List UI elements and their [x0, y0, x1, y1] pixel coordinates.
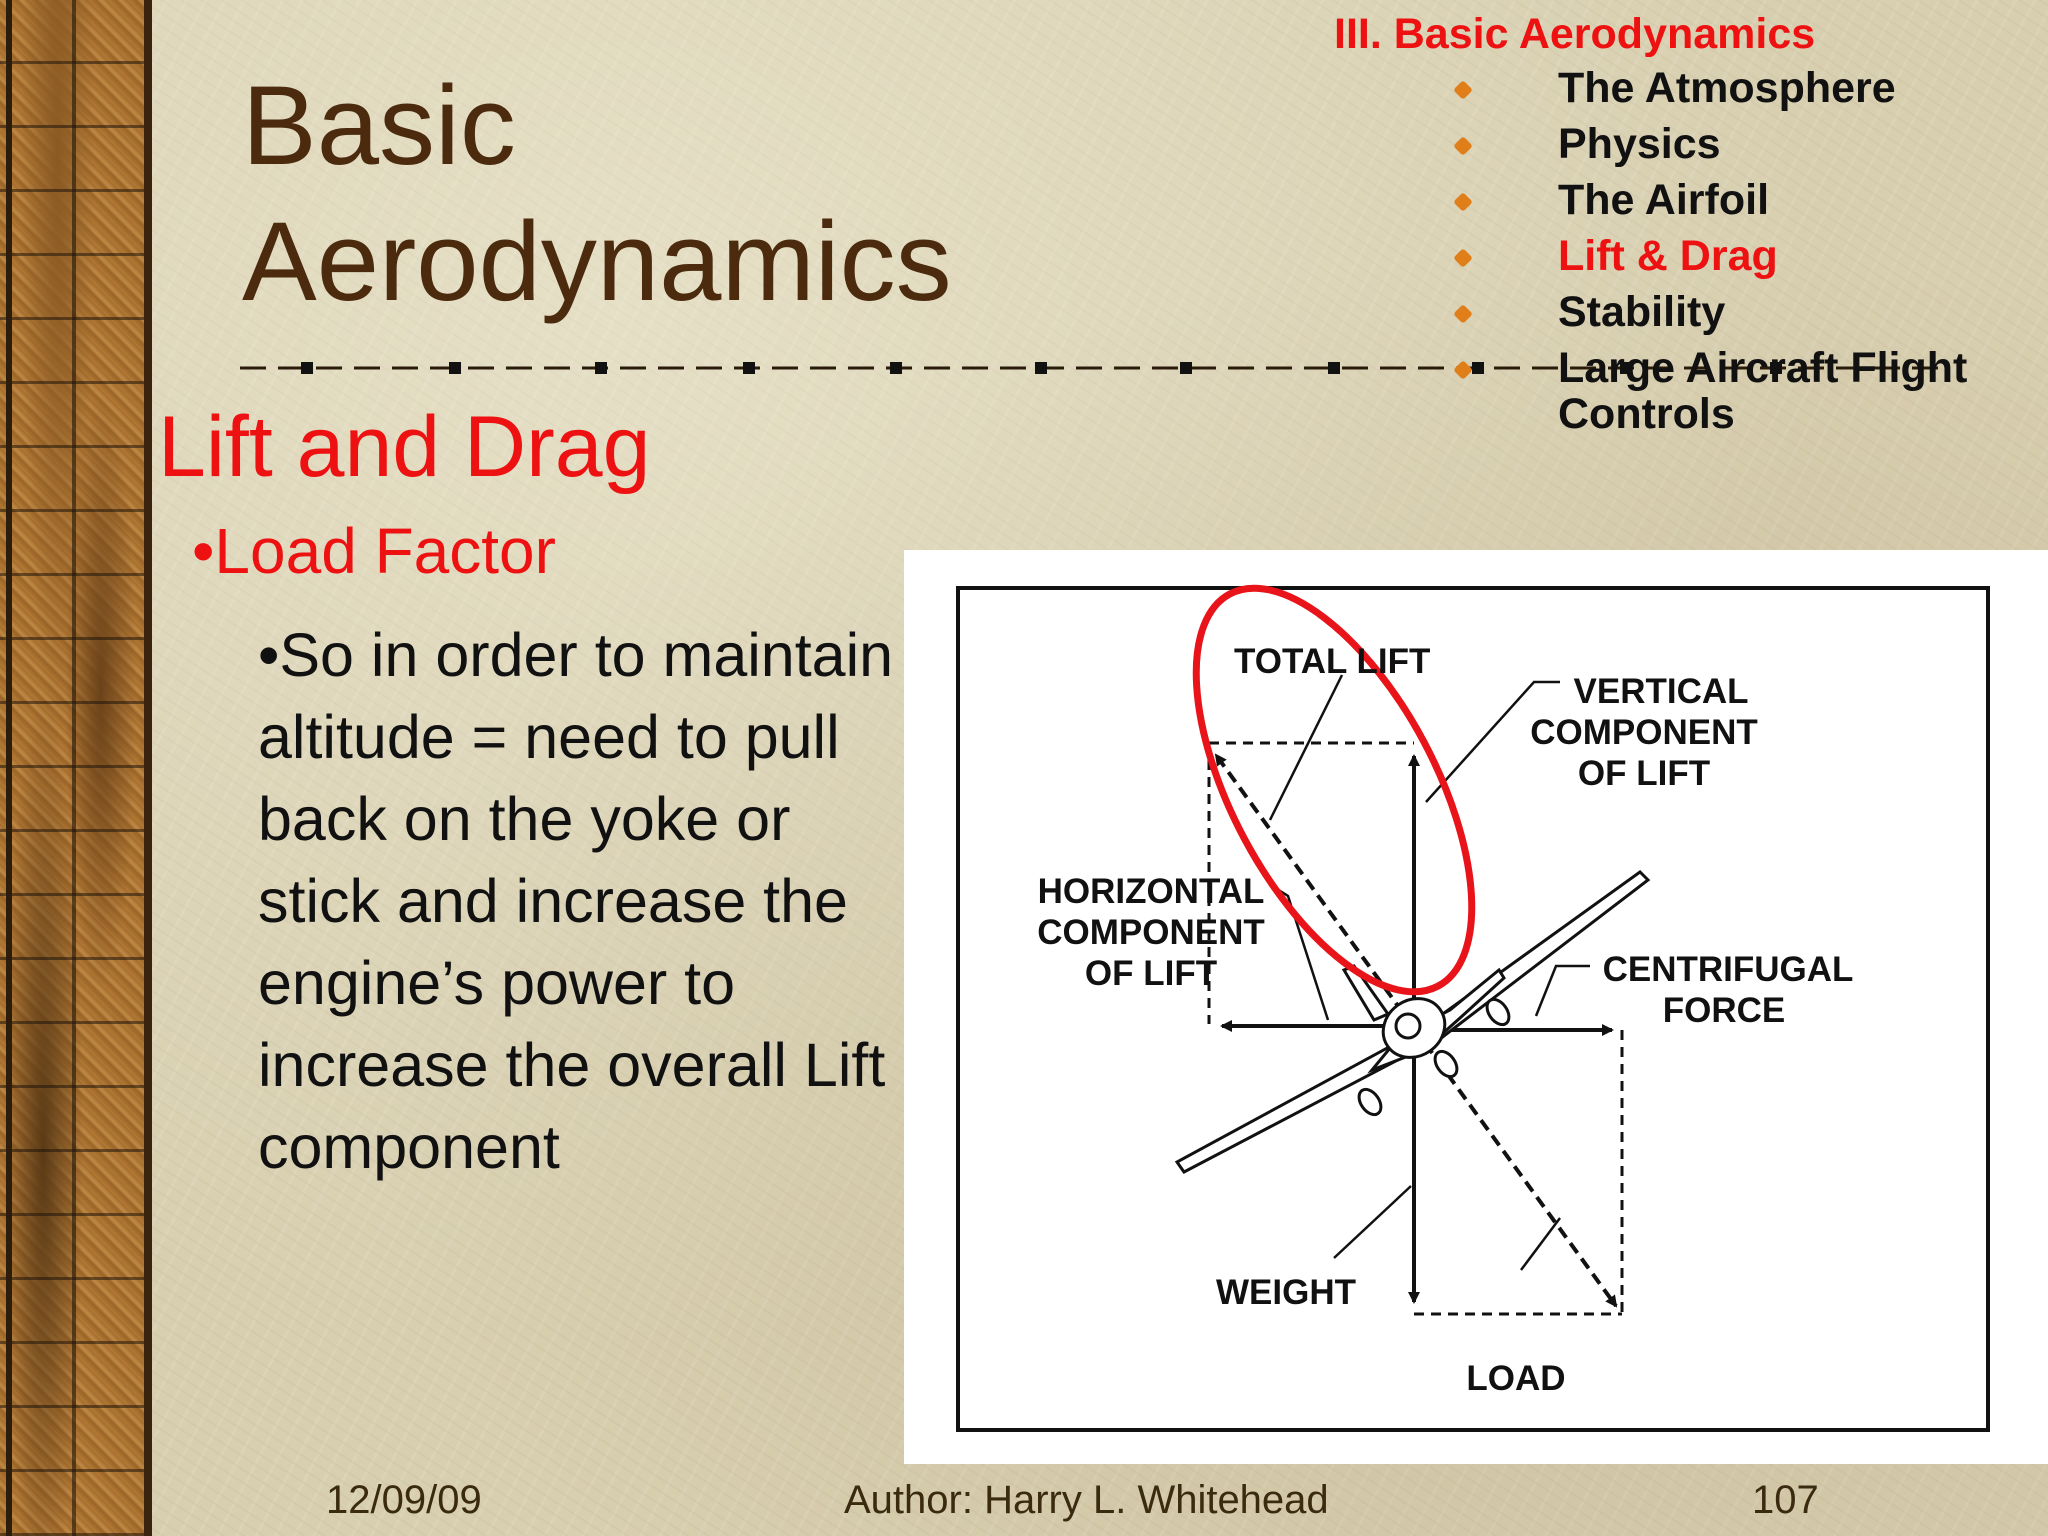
title-line-1: Basic	[242, 63, 516, 188]
label-total-lift: TOTAL LIFT	[1234, 642, 1431, 681]
leader-lines	[1269, 675, 1590, 1270]
outline-item-label: The Atmosphere	[1558, 64, 1896, 112]
label-load: LOAD	[1466, 1359, 1566, 1398]
decorative-left-border	[0, 0, 152, 1536]
label-vertical-2: COMPONENT	[1530, 713, 1758, 752]
label-horizontal-1: HORIZONTAL	[1037, 872, 1265, 911]
footer-page-number: 107	[1752, 1478, 1819, 1522]
load-factor-diagram	[904, 550, 2048, 1464]
diamond-bullet-icon	[1453, 80, 1473, 100]
title-line-2: Aerodynamics	[242, 199, 952, 324]
outline-item-label: Lift & Drag	[1558, 232, 1778, 280]
outline-item[interactable]	[1330, 65, 2030, 121]
diagram-svg	[904, 550, 2048, 1464]
footer-date: 12/09/09	[326, 1478, 482, 1522]
label-horizontal-2: COMPONENT	[1037, 913, 1265, 952]
body-paragraph: •So in order to maintain altitude = need to pull back on the yoke or stick and increase the engine’s power to increase the overall Lift component	[258, 621, 894, 1181]
outline-heading: III. Basic Aerodynamics	[1334, 10, 1816, 58]
slide-title	[242, 58, 952, 330]
outline-list	[1330, 65, 2030, 437]
label-centrifugal-1: CENTRIFUGAL	[1602, 950, 1854, 989]
bullet-load-factor: •Load Factor	[192, 515, 556, 587]
label-vertical-1: VERTICAL	[1573, 672, 1749, 711]
diamond-bullet-icon	[1453, 304, 1473, 324]
diamond-bullet-icon	[1453, 192, 1473, 212]
outline-item-active[interactable]	[1330, 233, 2030, 289]
diamond-bullet-icon	[1453, 360, 1473, 380]
section-heading: Lift and Drag	[158, 399, 651, 495]
label-weight: WEIGHT	[1216, 1273, 1356, 1312]
label-vertical-3: OF LIFT	[1577, 754, 1711, 793]
outline-item-label: The Airfoil	[1558, 176, 1770, 224]
outline-item-label: Physics	[1558, 120, 1721, 168]
outline-item-label: Large Aircraft Flight Controls	[1558, 344, 1968, 438]
outline-item[interactable]	[1330, 289, 2030, 345]
outline-item[interactable]	[1330, 345, 2030, 437]
outline-item-label: Stability	[1558, 288, 1726, 336]
diamond-bullet-icon	[1453, 136, 1473, 156]
outline-item[interactable]	[1330, 177, 2030, 233]
label-horizontal-3: OF LIFT	[1084, 954, 1218, 993]
diamond-bullet-icon	[1453, 248, 1473, 268]
outline-item[interactable]	[1330, 121, 2030, 177]
outline-panel	[1330, 10, 2030, 437]
footer-author: Author: Harry L. Whitehead	[844, 1478, 1329, 1522]
label-centrifugal-2: FORCE	[1662, 991, 1786, 1030]
